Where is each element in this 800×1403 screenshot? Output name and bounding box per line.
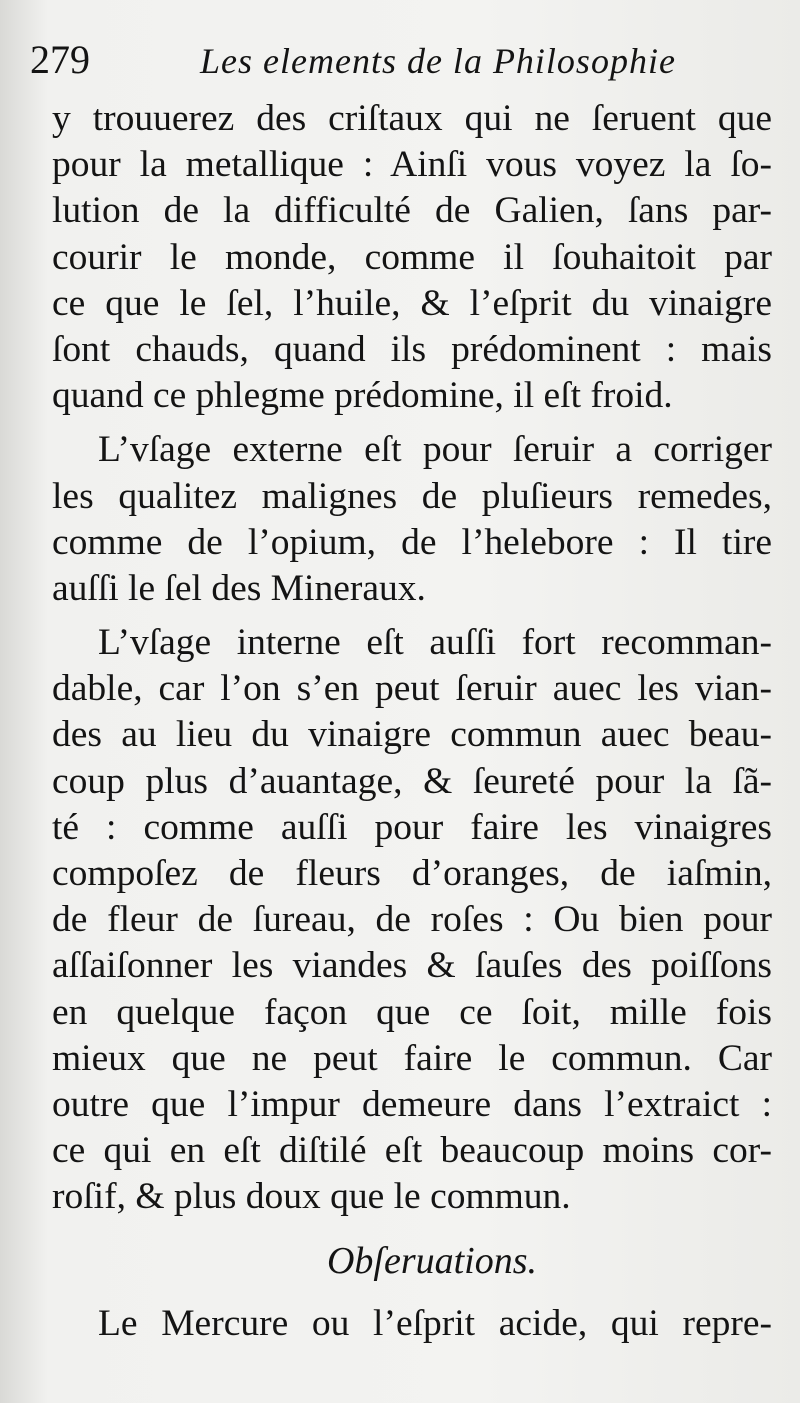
section-heading: Obſeruations.: [326, 1239, 538, 1282]
text-line: roſif, & plus doux que le commun.: [52, 1176, 571, 1218]
text-line: dable, car l’on s’en peut ſeruir auec les vian-: [52, 668, 772, 710]
text-line: courir le monde, comme il ſouhaitoit par: [52, 236, 772, 278]
text-line: compoſez de fleurs d’oranges, de iaſmin,: [52, 853, 772, 894]
text-line: ce que le ſel, l’huile, & l’eſprit du vinaigre: [52, 282, 772, 324]
text-line: ce qui en eſt diſtilé eſt beaucoup moins cor-: [52, 1130, 772, 1172]
text-line: coup plus d’auantage, & ſeureté pour la ſã-: [52, 760, 772, 802]
text-line: quand ce phlegme prédomine, il eſt froid.: [52, 375, 673, 417]
text-line: auſſi le ſel des Mineraux.: [52, 567, 426, 609]
text-line: té : comme auſſi pour faire les vinaigres: [52, 806, 772, 848]
text-line: de fleur de ſureau, de roſes : Ou bien pour: [52, 899, 772, 941]
text-line: aſſaiſonner les viandes & ſauſes des poiſſons: [52, 945, 772, 987]
running-title: Les elements de la Philosophie: [200, 41, 676, 81]
text-line: L’vſage externe eſt pour ſeruir a corriger: [98, 429, 772, 471]
text-line: mieux que ne peut faire le commun. Car: [52, 1037, 772, 1079]
text-line: Le Mercure ou l’eſprit acide, qui repre-: [98, 1302, 772, 1344]
body-text: [52, 96, 772, 1347]
paragraph-2: [52, 427, 772, 612]
text-line: les qualitez malignes de pluſieurs remedes,: [52, 475, 772, 517]
page-number: 279: [30, 37, 90, 82]
text-line: lution de la difficulté de Galien, ſans par-: [52, 190, 772, 232]
text-line: y trouuerez des criſtaux qui ne ſeruent que: [52, 98, 772, 139]
text-line: des au lieu du vinaigre commun auec beau-: [52, 714, 772, 756]
paragraph-1: [52, 96, 772, 419]
text-line: L’vſage interne eſt auſſi fort recomman-: [98, 622, 772, 664]
text-line: outre que l’impur demeure dans l’extraict :: [52, 1083, 772, 1125]
page-header: [30, 36, 775, 96]
text-line: en quelque façon que ce ſoit, mille fois: [52, 991, 772, 1033]
text-line: comme de l’opium, de l’helebore : Il tire: [52, 521, 772, 563]
paragraph-3: [52, 620, 772, 1220]
text-line: ſont chauds, quand ils prédominent : mais: [52, 328, 772, 370]
text-line: pour la metallique : Ainſi vous voyez la ſo-: [52, 144, 772, 186]
